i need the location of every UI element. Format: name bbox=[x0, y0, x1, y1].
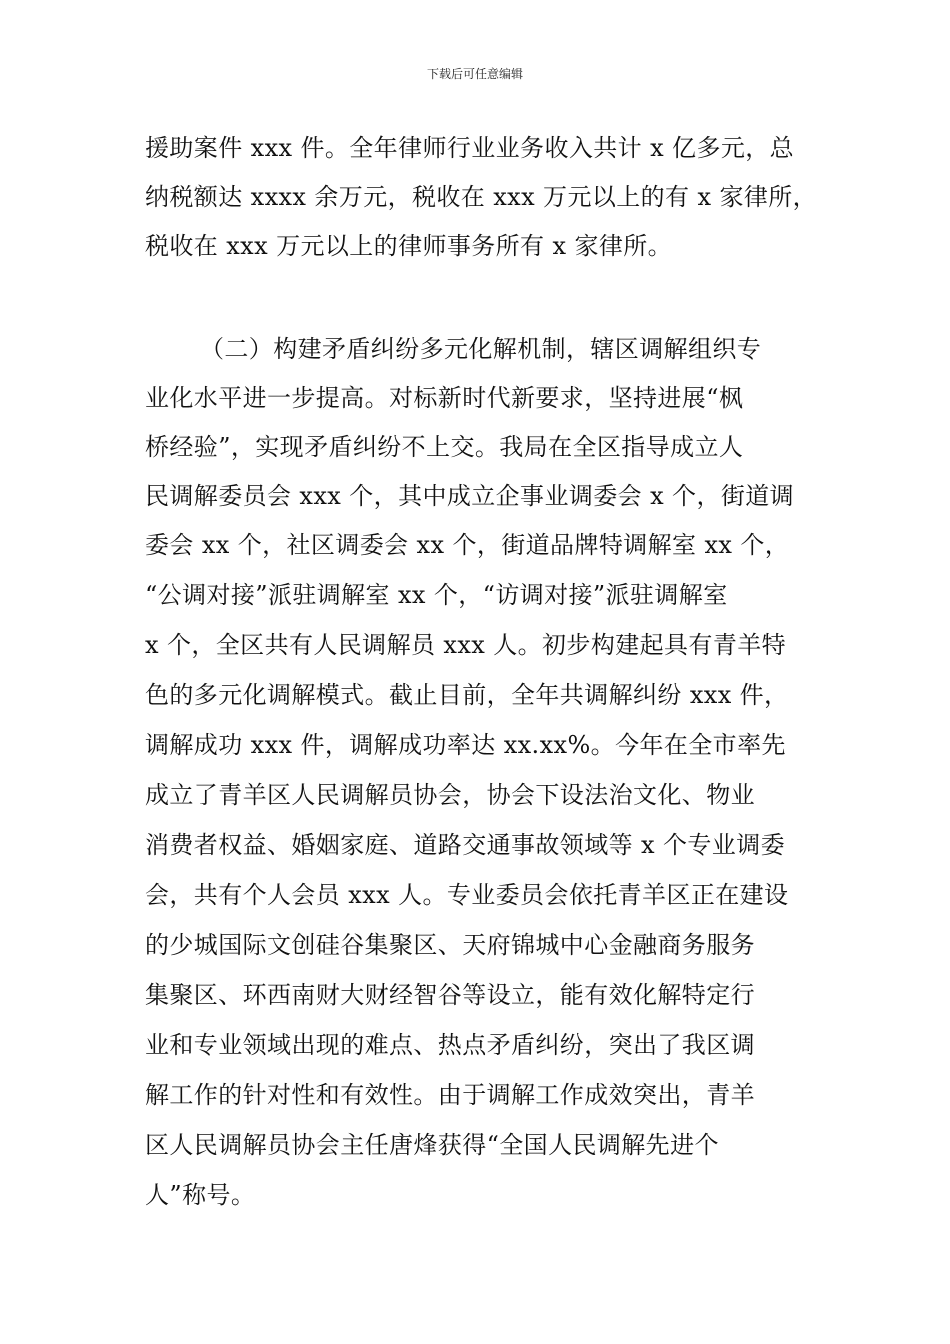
paragraph-2-line-17: 区人民调解员协会主任唐烽获得“全国人民调解先进个 bbox=[145, 1131, 719, 1159]
paragraph-2-line-18: 人”称号。 bbox=[145, 1181, 256, 1209]
paragraph-2-line-9: 调解成功 xxx 件，调解成功率达 xx.xx%。今年在全市率先 bbox=[145, 731, 786, 759]
paragraph-2-line-3: 桥经验”，实现矛盾纠纷不上交。我局在全区指导成立人 bbox=[145, 433, 744, 461]
paragraph-2-line-8: 色的多元化调解模式。截止目前，全年共调解纠纷 xxx 件， bbox=[145, 681, 789, 709]
paragraph-2-line-5: 委会 xx 个，社区调委会 xx 个，街道品牌特调解室 xx 个， bbox=[145, 531, 790, 559]
paragraph-2-line-14: 集聚区、环西南财大财经智谷等设立，能有效化解特定行 bbox=[145, 981, 755, 1009]
paragraph-2-line-12: 会，共有个人会员 xxx 人。专业委员会依托青羊区正在建设 bbox=[145, 881, 789, 909]
paragraph-1-line-2: 纳税额达 xxxx 余万元，税收在 xxx 万元以上的有 x 家律所， bbox=[145, 183, 818, 211]
paragraph-2-line-6: “公调对接”派驻调解室 xx 个，“访调对接”派驻调解室 bbox=[145, 581, 728, 609]
paragraph-2-line-15: 业和专业领域出现的难点、热点矛盾纠纷，突出了我区调 bbox=[145, 1031, 755, 1059]
header-note: 下载后可任意编辑 bbox=[426, 67, 523, 81]
paragraph-2-line-16: 解工作的针对性和有效性。由于调解工作成效突出，青羊 bbox=[145, 1081, 755, 1109]
paragraph-1-line-1: 援助案件 xxx 件。全年律师行业业务收入共计 x 亿多元，总 bbox=[145, 134, 795, 162]
paragraph-1-line-3: 税收在 xxx 万元以上的律师事务所有 x 家律所。 bbox=[145, 232, 673, 260]
paragraph-2-line-13: 的少城国际文创硅谷集聚区、天府锦城中心金融商务服务 bbox=[145, 931, 755, 959]
paragraph-2-line-10: 成立了青羊区人民调解员协会，协会下设法治文化、物业 bbox=[145, 781, 755, 809]
paragraph-2-line-1: （二）构建矛盾纠纷多元化解机制，辖区调解组织专 bbox=[200, 335, 762, 363]
paragraph-2-line-11: 消费者权益、婚姻家庭、道路交通事故领域等 x 个专业调委 bbox=[145, 831, 785, 859]
paragraph-2-line-4: 民调解委员会 xxx 个，其中成立企事业调委会 x 个，街道调 bbox=[145, 482, 795, 510]
paragraph-2-line-7: x 个，全区共有人民调解员 xxx 人。初步构建起具有青羊特 bbox=[145, 631, 787, 659]
paragraph-2-line-2: 业化水平进一步提高。对标新时代新要求，坚持进展“枫 bbox=[145, 384, 744, 412]
